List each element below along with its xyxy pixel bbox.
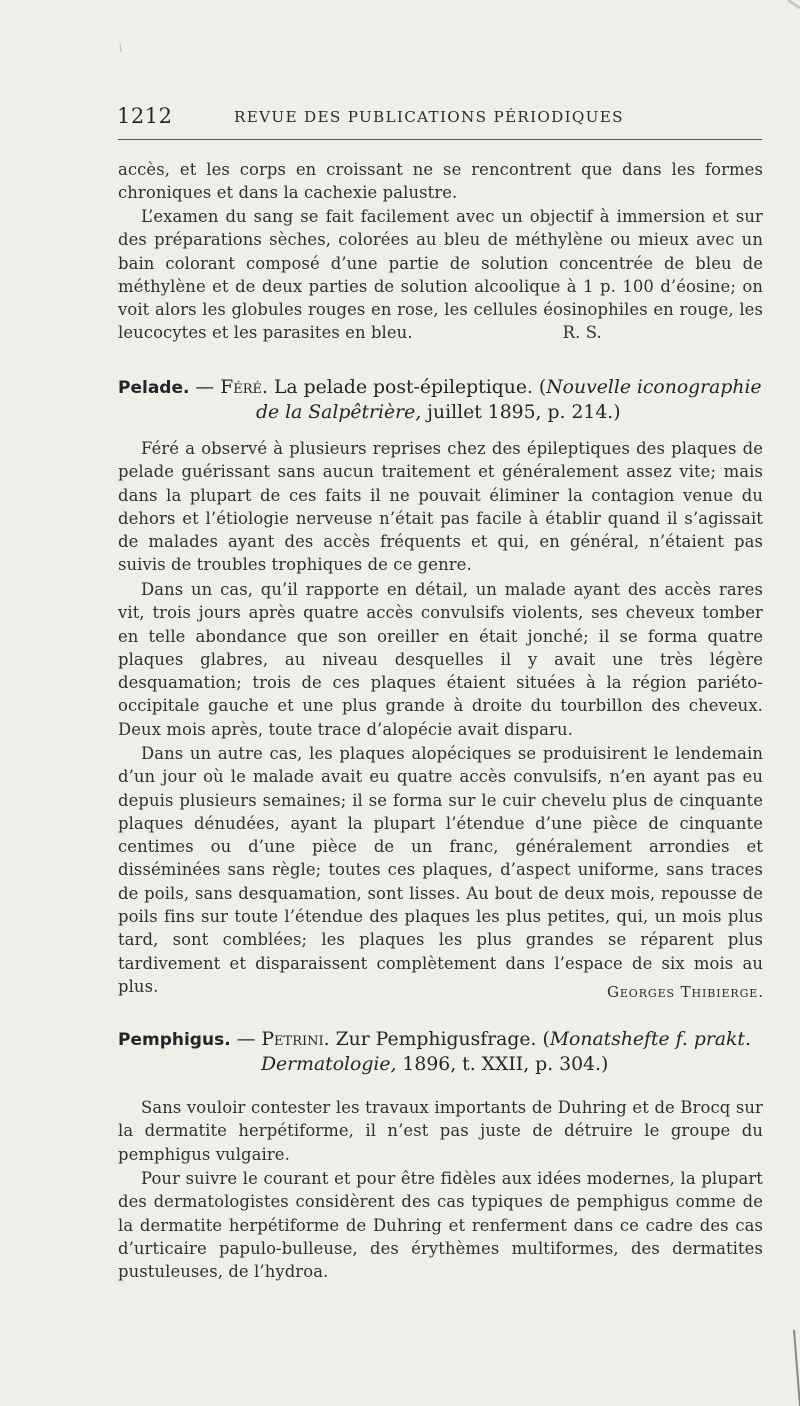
entry-title: Zur Pemphigusfrage. — [329, 1029, 537, 1050]
pemphigus-paragraph-2: Pour suivre le courant et pour être fidèles aux idées modernes, la plupart des dermatologistes considèrent des cas typiques de pemphigus comme de la dermatite herpétiforme de Duhring et renferment dans ce cadre des cas d’urticaire papulo-bulleuse, des érythèmes multiformes, des dermatites pustuleuses, de l’hydroa. — [118, 1169, 763, 1282]
blood-exam-paragraph: L’examen du sang se fait facilement avec un objectif à immersion et sur des préparations sèches, colorées au bleu de méthylène ou mieux avec un bain colorant composé d’une partie de solution concentrée de bleu de méthylène et de deux parties de solution alcoolique à 1 p. 100 d’éosine; on voit alors les globules rouges en rose, les cellules éosinophiles en rouge, les leucocytes et les parasites en bleu. R. S. — [118, 207, 763, 343]
pemphigus-paragraph-1: Sans vouloir contester les travaux importants de Duhring et de Brocq sur la dermatite herpétiforme, il n’est pas juste de détruire le groupe du pemphigus vulgaire. — [118, 1098, 763, 1164]
entry-source: Monatshefte f. prakt. — [549, 1029, 751, 1050]
pelade-paragraph-1: Féré a observé à plusieurs reprises chez des épileptiques des plaques de pelade guérissant sans aucun traitement et généralement assez vite; mais dans la plupart de ces faits il ne pouvait éliminer la contagion venue du dehors et l’étiologie nerveuse n’était pas facile à établir quand il s’agissait de malades ayant des accès fréquents et qui, en général, n’étaient pas suivis de troubles trophiques de ce genre. — [118, 439, 763, 575]
signature-rs: R. S. — [562, 323, 602, 343]
entry-citation: 1896, t. XXII, p. 304.) — [396, 1053, 609, 1075]
running-title: REVUE DES PUBLICATIONS PÉRIODIQUES — [234, 108, 624, 126]
pelade-entry-heading: Pelade. — Féré. La pelade post-épileptique. (Nouvelle iconographie de la Salpêtrière, juillet 1895, p. 214.) — [118, 377, 762, 423]
entry-title: La pelade post-épileptique. — [267, 377, 533, 398]
pelade-paragraph-3: Dans un autre cas, les plaques alopéciques se produisirent le lendemain d’un jour où le malade avait eu quatre accès convulsifs, n’en ayant pas eu depuis plusieurs semaines; il se forma sur le cuir chevelu plus de cinquante plaques dénudées, ayant la plupart l’étendue d’une pièce de cinquante centimes ou d’une pièce de un franc, généralement arrondies et disséminées sans règle; toutes ces plaques, d’aspect uniforme, sans traces de poils, sans desquamation, sont lisses. Au bout de deux mois, repousse de poils fins sur toute l’étendue des plaques les plus petites, qui, un mois plus tard, sont comblées; les plaques les plus grandes se réparent plus tardivement et disparaissent complètement dans l’espace de six mois au plus. — [118, 744, 763, 996]
continuation-paragraph: accès, et les corps en croissant ne se rencontrent que dans les formes chroniques et dans la cachexie palustre. — [118, 160, 763, 203]
entry-keyword: Pelade. — [118, 378, 190, 398]
page-number: 1212 — [117, 104, 173, 128]
entry-author: Petrini. — [261, 1029, 330, 1050]
pemphigus-entry-heading: Pemphigus. — Petrini. Zur Pemphigusfrage. (Monatshefte f. prakt. Dermatologie, 1896, t. XXII, p. 304.) — [118, 1029, 751, 1075]
pelade-paragraph-2: Dans un cas, qu’il rapporte en détail, un malade ayant des accès rares vit, trois jours après quatre accès convulsifs violents, ses cheveux tomber en telle abondance que son oreiller en était jonché; il se forma quatre plaques glabres, au niveau desquelles il y avait une très légère desquamation; trois de ces plaques étaient situées à la région pariéto-occipitale gauche et une plus grande à droite du tourbillon des cheveux. Deux mois après, toute trace d’alopécie avait disparu. — [118, 580, 763, 739]
author-signature: Georges Thibierge. — [607, 983, 764, 1001]
entry-source: Nouvelle iconographie — [546, 377, 762, 398]
entry-citation: juillet 1895, p. 214.) — [421, 401, 621, 423]
entry-author: Féré. — [220, 377, 268, 398]
entry-keyword: Pemphigus. — [118, 1030, 231, 1050]
